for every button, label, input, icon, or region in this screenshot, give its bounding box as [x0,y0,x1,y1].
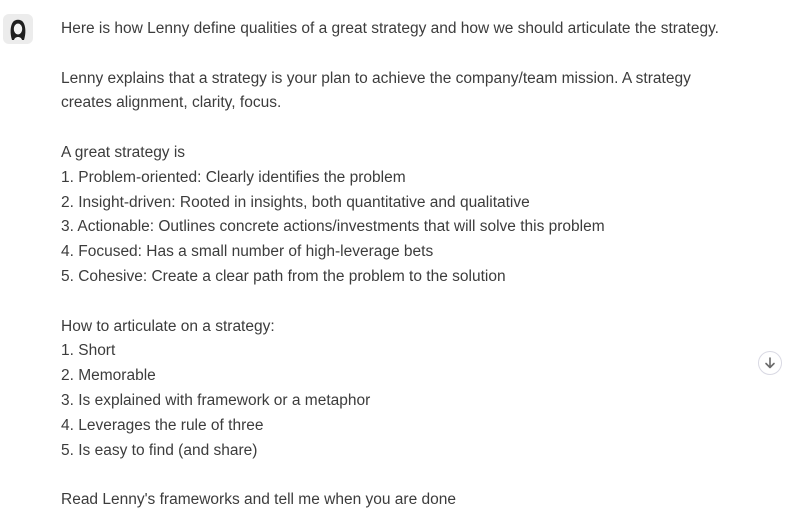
articulate-item: 3. Is explained with framework or a metaphor [61,391,371,409]
articulate-item: 1. Short [61,342,116,360]
user-avatar-icon [5,16,31,42]
articulate-item: 2. Memorable [61,367,156,385]
articulate-heading: How to articulate on a strategy: [61,317,275,335]
message-explanation-line-2: creates alignment, clarity, focus. [61,94,282,112]
great-strategy-item: 5. Cohesive: Create a clear path from the problem to the solution [61,267,506,285]
message-intro: Here is how Lenny define qualities of a great strategy and how we should articulate the strategy. [61,20,719,37]
articulate-item: 4. Leverages the rule of three [61,416,264,434]
paragraph-gap [61,290,781,315]
articulate-item: 5. Is easy to find (and share) [61,441,258,459]
great-strategy-item: 1. Problem-oriented: Clearly identifies the problem [61,168,406,186]
scroll-to-bottom-button[interactable] [758,351,782,375]
great-strategy-item: 4. Focused: Has a small number of high-leverage bets [61,243,434,261]
message-explanation-line-1: Lenny explains that a strategy is your plan to achieve the company/team mission. A strategy [61,69,691,87]
paragraph-gap [61,463,781,488]
message-closing: Read Lenny's frameworks and tell me when you are done [61,491,456,509]
paragraph-gap [61,116,781,141]
arrow-down-icon [763,356,777,370]
great-strategy-item: 2. Insight-driven: Rooted in insights, both quantitative and qualitative [61,193,530,211]
great-strategy-heading: A great strategy is [61,143,186,161]
user-avatar [3,14,33,44]
paragraph-gap [61,42,781,67]
user-message [61,17,781,513]
great-strategy-item: 3. Actionable: Outlines concrete actions/investments that will solve this problem [61,218,605,236]
